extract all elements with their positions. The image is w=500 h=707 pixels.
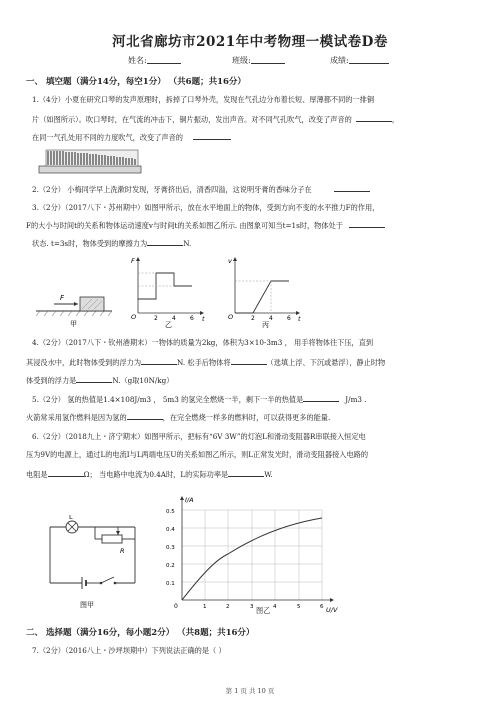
class-field	[232, 55, 251, 66]
rheostat-label: R	[120, 547, 125, 555]
q5-line1: 5.（2分） 氢的热值是1.4×108J/m3 ， 5m3 的氢完全燃烧一半，剩下一半的热值是 J/m3 .	[32, 395, 367, 404]
page-number: 第 1 页 共 10 页	[225, 687, 275, 695]
score-label: 成绩:	[330, 56, 349, 65]
q4-line2: 其浸没水中，此时物体受到的浮力为 N. 松手后物体将 （选填上浮、下沉或悬浮），静止时物	[26, 358, 386, 367]
axis-y-label: I/A	[185, 496, 194, 504]
svg-text:0.3: 0.3	[166, 545, 175, 551]
svg-text:O: O	[131, 313, 137, 321]
svg-text:2: 2	[154, 315, 158, 322]
fig-yi-label: 乙	[165, 321, 172, 328]
svg-text:v: v	[228, 257, 232, 265]
fig-bing-label: 丙	[262, 321, 269, 328]
page-title: 河北省廊坊市2021年中考物理一模试卷D卷	[112, 34, 388, 50]
q4-line1: 4.（2分）（2017八下・钦州港期末）一物体的质量为2kg，体积为3×10-3m3 ， 用手将物体往下压，直到	[32, 338, 374, 347]
fig-yi-force-time-graph	[131, 257, 205, 328]
harmonica-reeds-image	[38, 148, 142, 174]
score-field	[330, 55, 349, 66]
fig-bing-velocity-time-graph	[228, 257, 301, 328]
q7-line1: 7.（2分）（2016八上・沙坪坝期中）下列说法正确的是（ ）	[32, 646, 226, 655]
svg-text:2: 2	[226, 604, 230, 610]
fig-right-label: 图乙	[256, 606, 271, 615]
svg-text:6: 6	[190, 315, 194, 322]
q6-line2: 压为9V的电源上，通过L的电流I与L两端电压U的关系如图乙所示，则L正常发光时，滑动变阻器接入电路的	[26, 450, 369, 459]
q1-line1: 1.（4分）小夏在研究口琴的发声原理时，拆掉了口琴外壳，发现在气孔边分布着长短、厚薄都不同的一排铜	[32, 95, 375, 104]
svg-text:4: 4	[172, 315, 176, 322]
name-field	[128, 55, 147, 66]
q4-line3: 体受到的浮力是 N.（g取10N/kg）	[26, 376, 174, 385]
q6-circuit-diagram	[40, 515, 160, 615]
q3-line2: F的大小与时间t的关系和物体运动速度v与时间t的关系如图乙所示. 由图象可知当t=1s时，物体处于	[26, 219, 385, 231]
svg-text:4: 4	[273, 604, 277, 610]
rheostat-symbol	[102, 535, 122, 543]
svg-text:O: O	[228, 313, 234, 321]
q3-line3: 状态. t=3s时，物体受到的摩擦力为 N.	[32, 239, 192, 248]
q3-figures	[30, 253, 330, 328]
svg-text:2: 2	[251, 315, 255, 322]
fig-left-label: 图甲	[80, 601, 94, 609]
fig-jia-label: 甲	[70, 320, 77, 328]
svg-text:4: 4	[269, 315, 273, 322]
q6-line3: 电阻是 Ω； 当电路中电流为0.4A时，L的实际功率是 W.	[26, 470, 273, 479]
force-label: F	[60, 294, 65, 302]
q6-current-voltage-graph	[160, 492, 345, 617]
svg-text:0: 0	[174, 603, 178, 610]
q2-line1: 2.（2分） 小梅同学早上洗漱时发现，牙膏挤出后，清香四溢，这说明牙膏的香味分子在	[32, 183, 370, 195]
lamp-label: L	[69, 515, 73, 521]
svg-text:t: t	[202, 315, 205, 323]
q1-line2: 片（如图所示）。吹口琴时，在气流的冲击下，铜片振动，发出声音。对不同气孔吹气，改变了声音的 ，	[32, 115, 400, 124]
name-label: 姓名:	[128, 56, 147, 65]
svg-text:0.5: 0.5	[166, 509, 175, 515]
q3-line1: 3.（2分）（2017八下・苏州期中）如图甲所示，放在水平地面上的物体，受到方向不变的水平推力F的作用，	[32, 203, 380, 212]
section-heading-fill-blank: 一、 填空题（满分14分，每空1分） （共6题；共16分）	[26, 77, 246, 87]
svg-text:0.1: 0.1	[166, 581, 175, 587]
svg-text:1: 1	[203, 604, 207, 610]
svg-text:F: F	[131, 257, 135, 265]
q5-line2: 火箭常采用氢作燃料是因为氢的 ，在完全燃烧一样多的燃料时，可以获得更多的能量.	[26, 413, 331, 422]
svg-text:6: 6	[287, 315, 291, 322]
svg-text:t: t	[298, 315, 301, 323]
class-label: 班级:	[232, 56, 251, 65]
svg-text:6: 6	[320, 604, 324, 610]
svg-text:3: 3	[250, 604, 254, 610]
fig-jia-block-push	[36, 294, 112, 328]
q1-line3: 在同一气孔处用不同的力度吹气，改变了声音的	[32, 131, 231, 143]
axis-x-label: U/V	[326, 606, 338, 614]
svg-text:0.4: 0.4	[166, 527, 175, 533]
q6-line1: 6.（2分）（2018九上・济宁期末）如图甲所示，把标有“6V 3W”的灯泡L和滑动变阻器R串联接入恒定电	[32, 432, 366, 441]
svg-text:0.2: 0.2	[166, 563, 175, 569]
svg-text:5: 5	[297, 604, 301, 610]
section-heading-multiple-choice: 二、 选择题（满分16分，每小题2分） （共8题；共16分）	[26, 628, 255, 638]
